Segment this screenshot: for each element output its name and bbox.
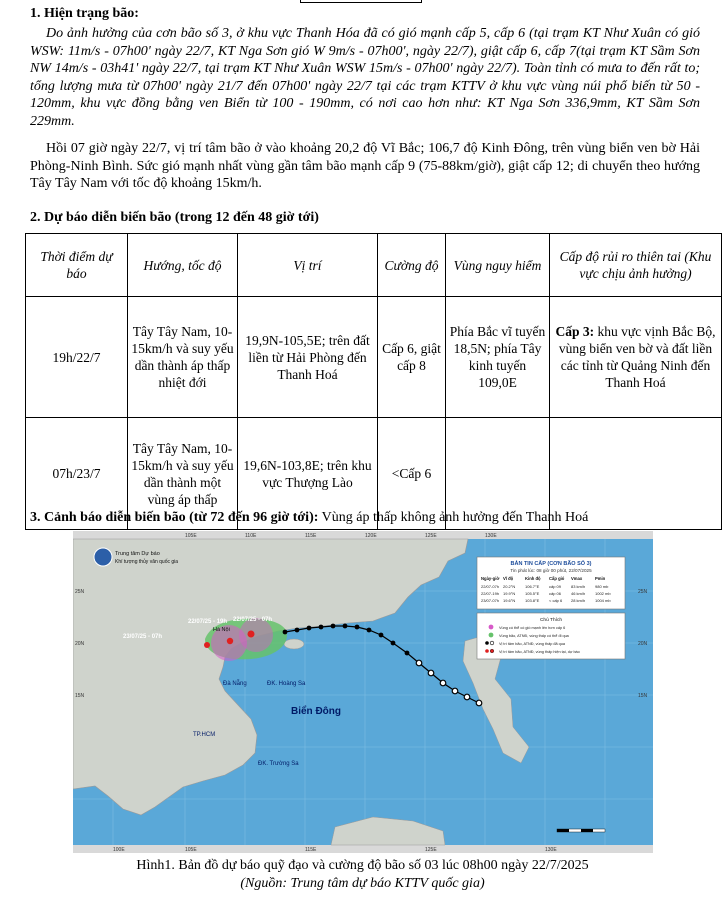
table-row [26,297,722,418]
svg-text:103.8°E: 103.8°E [525,598,540,603]
forecast-table [25,233,722,530]
svg-text:19.6°N: 19.6°N [503,598,516,603]
label-ha-noi: Hà Nội [213,627,230,633]
risk-level-label: Cấp 3: [555,324,595,339]
lat-label-left: 20N [75,641,85,647]
svg-text:22/07-07h: 22/07-07h [481,584,500,589]
lon-label-top: 110E [245,533,257,539]
svg-text:105.5°E: 105.5°E [525,591,540,596]
hainan-island [284,639,304,649]
storm-status-paragraph: Do ảnh hưởng của cơn bão số 3, ở khu vực Thanh Hóa đã có gió mạnh cấp 5, cấp 6 (tại trạm KT Như Xuân có gió WSW: 11m/s - 07h00' ngày 22/7, KT Nga Sơn gió W 9m/s - 07h00', ngày 22/7), giật cấp 6, cấp 7(tại trạm KT Sầm Sơn NW 14m/s - 03h41' ngày 22/7, tại trạm KT Như Xuân WSW 15m/s - 07h00' ngày 22/7). Toàn tỉnh có mưa to đến rất to; tổng lượng mưa từ 07h00' ngày 21/7 đến 07h00' ngày 22/7 tại các trạm KTTV ở khu vực vùng núi phổ biến từ 50 - 120mm, khu vực đồng bằng ven Biển từ 100 - 190mm, có nơi cao hơn như: KT Nga Sơn 336,9mm, KT Sầm Sơn 229mm. [30,26,700,129]
agency-subname: Khí tượng thủy văn quốc gia [115,559,179,565]
lat-label-left: 15N [75,693,85,699]
agency-name: Trung tâm Dự báo [115,551,160,557]
top-frame [73,531,653,539]
lon-label-bottom: 130E [545,847,557,853]
svg-text:23/07-07h: 23/07-07h [481,598,500,603]
label-23-07h: 23/07/25 - 07h [123,634,163,640]
lon-label-bottom: 115E [305,847,317,853]
svg-text:22/07-19h: 22/07-19h [481,591,500,596]
label-22-07h: 22/07/25 - 07h [233,617,273,623]
legend-warning-swatch [489,625,494,630]
lon-label-top: 115E [305,533,317,539]
section-3-text: Vùng áp thấp không ảnh hưởng đến Thanh Hoá [318,510,589,525]
svg-text:1002 mb: 1002 mb [595,591,611,596]
cell-time: 07h/23/7 [26,418,128,530]
svg-text:19.9°N: 19.9°N [503,591,516,596]
cell-danger-zone: Phía Bắc vĩ tuyến 18,5N; phía Tây kinh tuyến 109,0E [446,297,550,418]
legend-forecast-marker-2 [490,649,494,653]
label-bien-dong: Biển Đông [291,706,341,717]
lon-label-top: 105E [185,533,197,539]
svg-text:Cấp gió: Cấp gió [549,576,565,581]
cell-intensity: <Cấp 6 [378,418,446,530]
scale-bar [557,829,605,832]
cell-position: 19,6N-103,8E; trên khu vực Thượng Lào [238,418,378,530]
svg-text:Vĩ độ: Vĩ độ [503,576,514,581]
svg-text:28 km/h: 28 km/h [571,598,586,603]
figure-source: (Nguồn: Trung tâm dự báo KTTV quốc gia) [240,876,485,891]
cell-risk-level [550,297,722,418]
storm-track-map [73,531,653,853]
lat-label-right: 20N [638,641,648,647]
lon-label-bottom: 125E [425,847,437,853]
storm-center-forecast-23-07h [204,642,210,648]
storm-position-paragraph: Hồi 07 giờ ngày 22/7, vị trí tâm bão ở vào khoảng 20,2 độ Vĩ Bắc; 106,7 độ Kinh Đông, trên vùng biển ven bờ Hải Phòng-Ninh Bình. Sức gió mạnh nhất vùng gần tâm bão mạnh cấp 9 (75-88km/giờ), giật cấp 12; di chuyển theo hướng Tây Tây Nam với tốc độ khoảng 15km/h. [30,141,700,191]
section-3-heading: 3. Cảnh báo diễn biến bão (từ 72 đến 96 giờ tới): [30,510,319,525]
col-header-time: Thời điểm dự báo [26,234,128,297]
cell-direction: Tây Tây Nam, 10-15km/h và suy yếu dần thành một vùng áp thấp [128,418,238,530]
lat-label-right: 15N [638,693,648,699]
bulletin-box [477,557,625,609]
label-truong-sa: ĐK. Trường Sa [258,761,299,767]
map-legend [477,613,625,659]
col-header-position: Vị trí [238,234,378,297]
agency-logo [94,548,112,566]
cell-time: 19h/22/7 [26,297,128,418]
bulletin-title: BẢN TIN CẤP (CƠN BÃO SỐ 3) [510,561,592,567]
storm-center-current [248,631,255,638]
lon-label-top: 120E [365,533,377,539]
lon-label-top: 125E [425,533,437,539]
svg-text:cấp 09: cấp 09 [549,584,562,589]
lon-label-top: 130E [485,533,497,539]
svg-text:cấp 06: cấp 06 [549,591,562,596]
section-3-warning [30,510,588,526]
cell-direction: Tây Tây Nam, 10-15km/h và suy yếu dần thành áp thấp nhiệt đới [128,297,238,418]
legend-item: Vùng có thể có gió mạnh lên hơn cấp 6 [499,626,566,630]
svg-text:Kinh độ: Kinh độ [525,576,541,581]
label-hcm: TP.HCM [193,732,216,738]
lat-label-right: 25N [638,589,648,595]
legend-cone-swatch [489,633,494,638]
section-1-heading: 1. Hiện trạng bão: [30,6,139,21]
lon-label-bottom: 100E [113,847,125,853]
bulletin-issued: Tin phát lúc: 08 giờ 00 phút, 22/07/2025 [510,568,592,573]
svg-text:83 km/h: 83 km/h [571,584,586,589]
svg-text:Vmax: Vmax [571,576,583,581]
label-22-19h: 22/07/25 - 19h [188,619,228,625]
legend-title: Chú Thích [539,618,563,623]
lon-label-bottom: 105E [185,847,197,853]
cell-position: 19,9N-105,5E; trên đất liền từ Hải Phòng đến Thanh Hoá [238,297,378,418]
label-da-nang: Đà Nẵng [223,681,247,687]
col-header-intensity: Cường độ [378,234,446,297]
svg-text:Ngày-giờ: Ngày-giờ [481,576,500,581]
svg-text:Pmin: Pmin [595,576,606,581]
legend-item: Vùng bão, ATNĐ, vùng thấp có thể đi qua [499,634,569,638]
lat-label-left: 25N [75,589,85,595]
risk-area-text: khu vực vịnh Bắc Bộ, vùng biển ven bờ và đất liền các tỉnh từ Quảng Ninh đến Thanh Hoá [558,324,716,390]
section-2-heading: 2. Dự báo diễn biến bão (trong 12 đến 48 giờ tới) [30,210,319,225]
legend-past-marker-open [490,641,494,645]
svg-text:1004 mb: 1004 mb [595,598,611,603]
col-header-direction: Hướng, tốc độ [128,234,238,297]
legend-past-marker [485,641,489,645]
label-hoang-sa: ĐK. Hoàng Sa [267,681,306,687]
svg-text:106.7°E: 106.7°E [525,584,540,589]
map-svg [73,531,653,853]
svg-text:980 mb: 980 mb [595,584,609,589]
legend-forecast-marker [485,649,489,653]
col-header-danger-zone: Vùng nguy hiểm [446,234,550,297]
col-header-risk-level: Cấp độ rủi ro thiên tai (Khu vực chịu ảnh hưởng) [550,234,722,297]
svg-text:46 km/h: 46 km/h [571,591,586,596]
svg-text:< cấp 6: < cấp 6 [549,598,563,603]
bottom-frame [73,845,653,853]
cell-intensity: Cấp 6, giật cấp 8 [378,297,446,418]
top-cut-table-edge [300,0,422,3]
table-header-row [26,234,722,297]
legend-item: Vị trí tâm bão, ATNĐ, vùng thấp đã qua [499,642,565,646]
legend-item: Vị trí tâm bão, ATNĐ, vùng thấp hiện tại, dự báo [499,650,580,654]
svg-text:20.2°N: 20.2°N [503,584,516,589]
storm-center-forecast-19h [227,638,233,644]
figure-caption: Hình1. Bản đồ dự báo quỹ đạo và cường độ bão số 03 lúc 08h00 ngày 22/7/2025 [136,858,589,873]
wind-warning-zone-2 [239,618,273,652]
